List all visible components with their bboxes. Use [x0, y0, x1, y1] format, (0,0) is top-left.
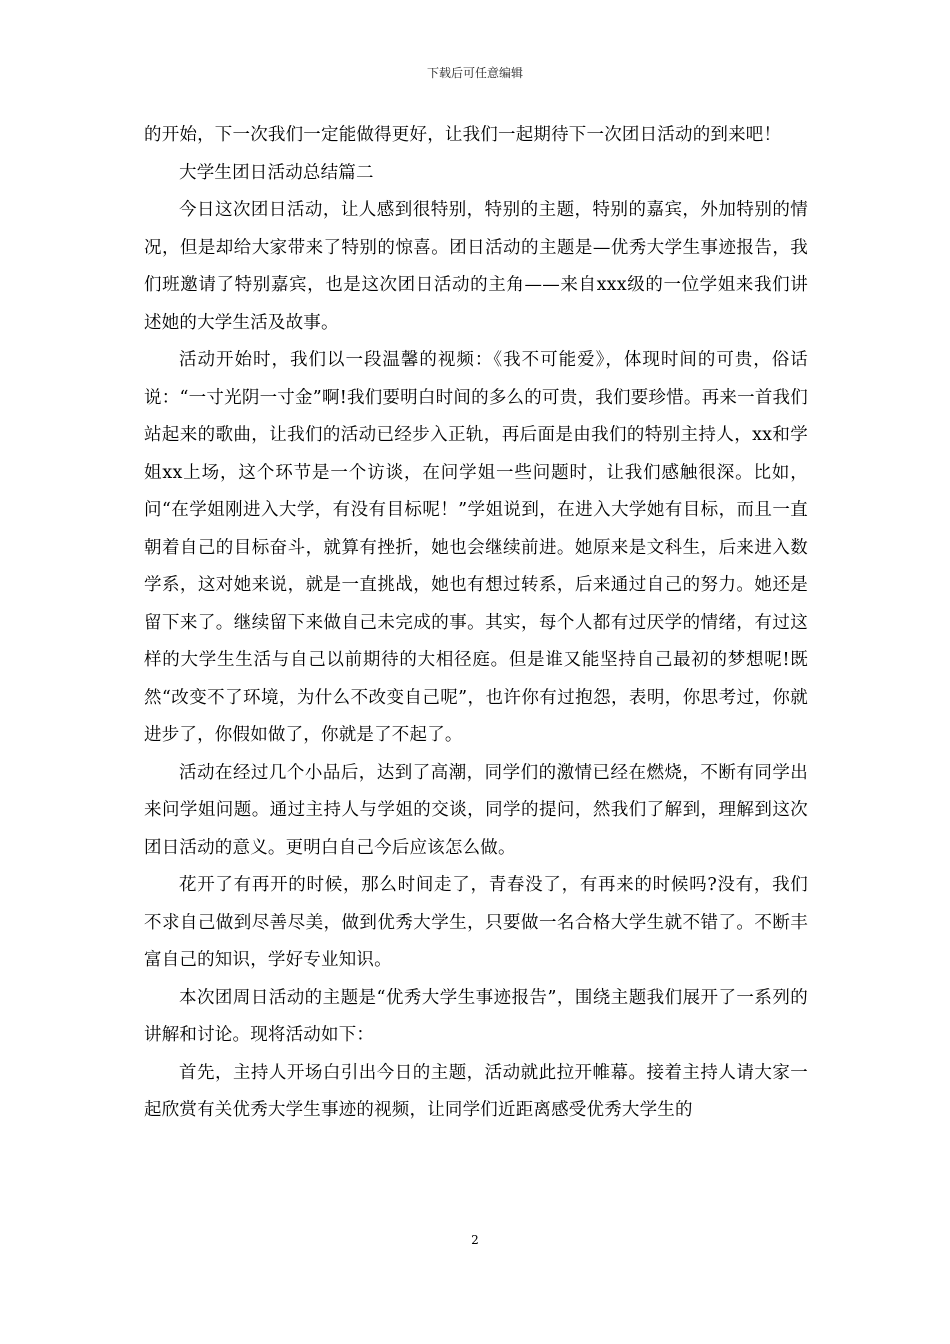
paragraph: 本次团周日活动的主题是“优秀大学生事迹报告”，围绕主题我们展开了一系列的讲解和讨论。现将活动如下： [144, 987, 808, 1045]
paragraph-continuation: 的开始，下一次我们一定能做得更好，让我们一起期待下一次团日活动的到来吧！ [144, 125, 782, 145]
page-number: 2 [471, 1233, 479, 1247]
paragraph: 活动开始时，我们以一段温馨的视频：《我不可能爱》，体现时间的可贵，俗话说：“一寸光阴一寸金”啊!我们要明白时间的多么的可贵，我们要珍惜。再来一首我们站起来的歌曲，让我们的活动已经步入正轨，再后面是由我们的特别主持人，xx和学姐xx上场，这个环节是一个访谈，在问学姐一些问题时，让我们感触很深。比如，问“在学姐刚进入大学，有没有目标呢！”学姐说到，在进入大学她有目标，而且一直朝着自己的目标奋斗，就算有挫折，她也会继续前进。她原来是文科生，后来进入数学系，这对她来说，就是一直挑战，她也有想过转系，后来通过自己的努力。她还是留下来了。继续留下来做自己未完成的事。其实，每个人都有过厌学的情绪，有过这样的大学生生活与自己以前期待的大相径庭。但是谁又能坚持自己最初的梦想呢!既然“改变不了环境，为什么不改变自己呢”，也许你有过抱怨，表明，你思考过，你就进步了，你假如做了，你就是了不起了。 [144, 350, 808, 745]
paragraph: 今日这次团日活动，让人感到很特别，特别的主题，特别的嘉宾，外加特别的情况，但是却给大家带来了特别的惊喜。团日活动的主题是—优秀大学生事迹报告，我们班邀请了特别嘉宾，也是这次团日活动的主角——来自xxx级的一位学姐来我们讲述她的大学生活及故事。 [144, 200, 808, 333]
section-heading: 大学生团日活动总结篇二 [179, 162, 374, 183]
paragraph: 花开了有再开的时候，那么时间走了，青春没了，有再来的时候吗?没有，我们不求自己做到尽善尽美，做到优秀大学生，只要做一名合格大学生就不错了。不断丰富自己的知识，学好专业知识。 [144, 875, 808, 970]
document-body [144, 117, 808, 1130]
page-header: 下载后可任意编辑 [426, 66, 523, 80]
paragraph: 首先，主持人开场白引出今日的主题，活动就此拉开帷幕。接着主持人请大家一起欣赏有关优秀大学生事迹的视频，让同学们近距离感受优秀大学生的 [144, 1062, 808, 1120]
paragraph: 活动在经过几个小品后，达到了高潮，同学们的激情已经在燃烧，不断有同学出来问学姐问题。通过主持人与学姐的交谈，同学的提问，然我们了解到，理解到这次团日活动的意义。更明白自己今后应该怎么做。 [144, 762, 808, 858]
